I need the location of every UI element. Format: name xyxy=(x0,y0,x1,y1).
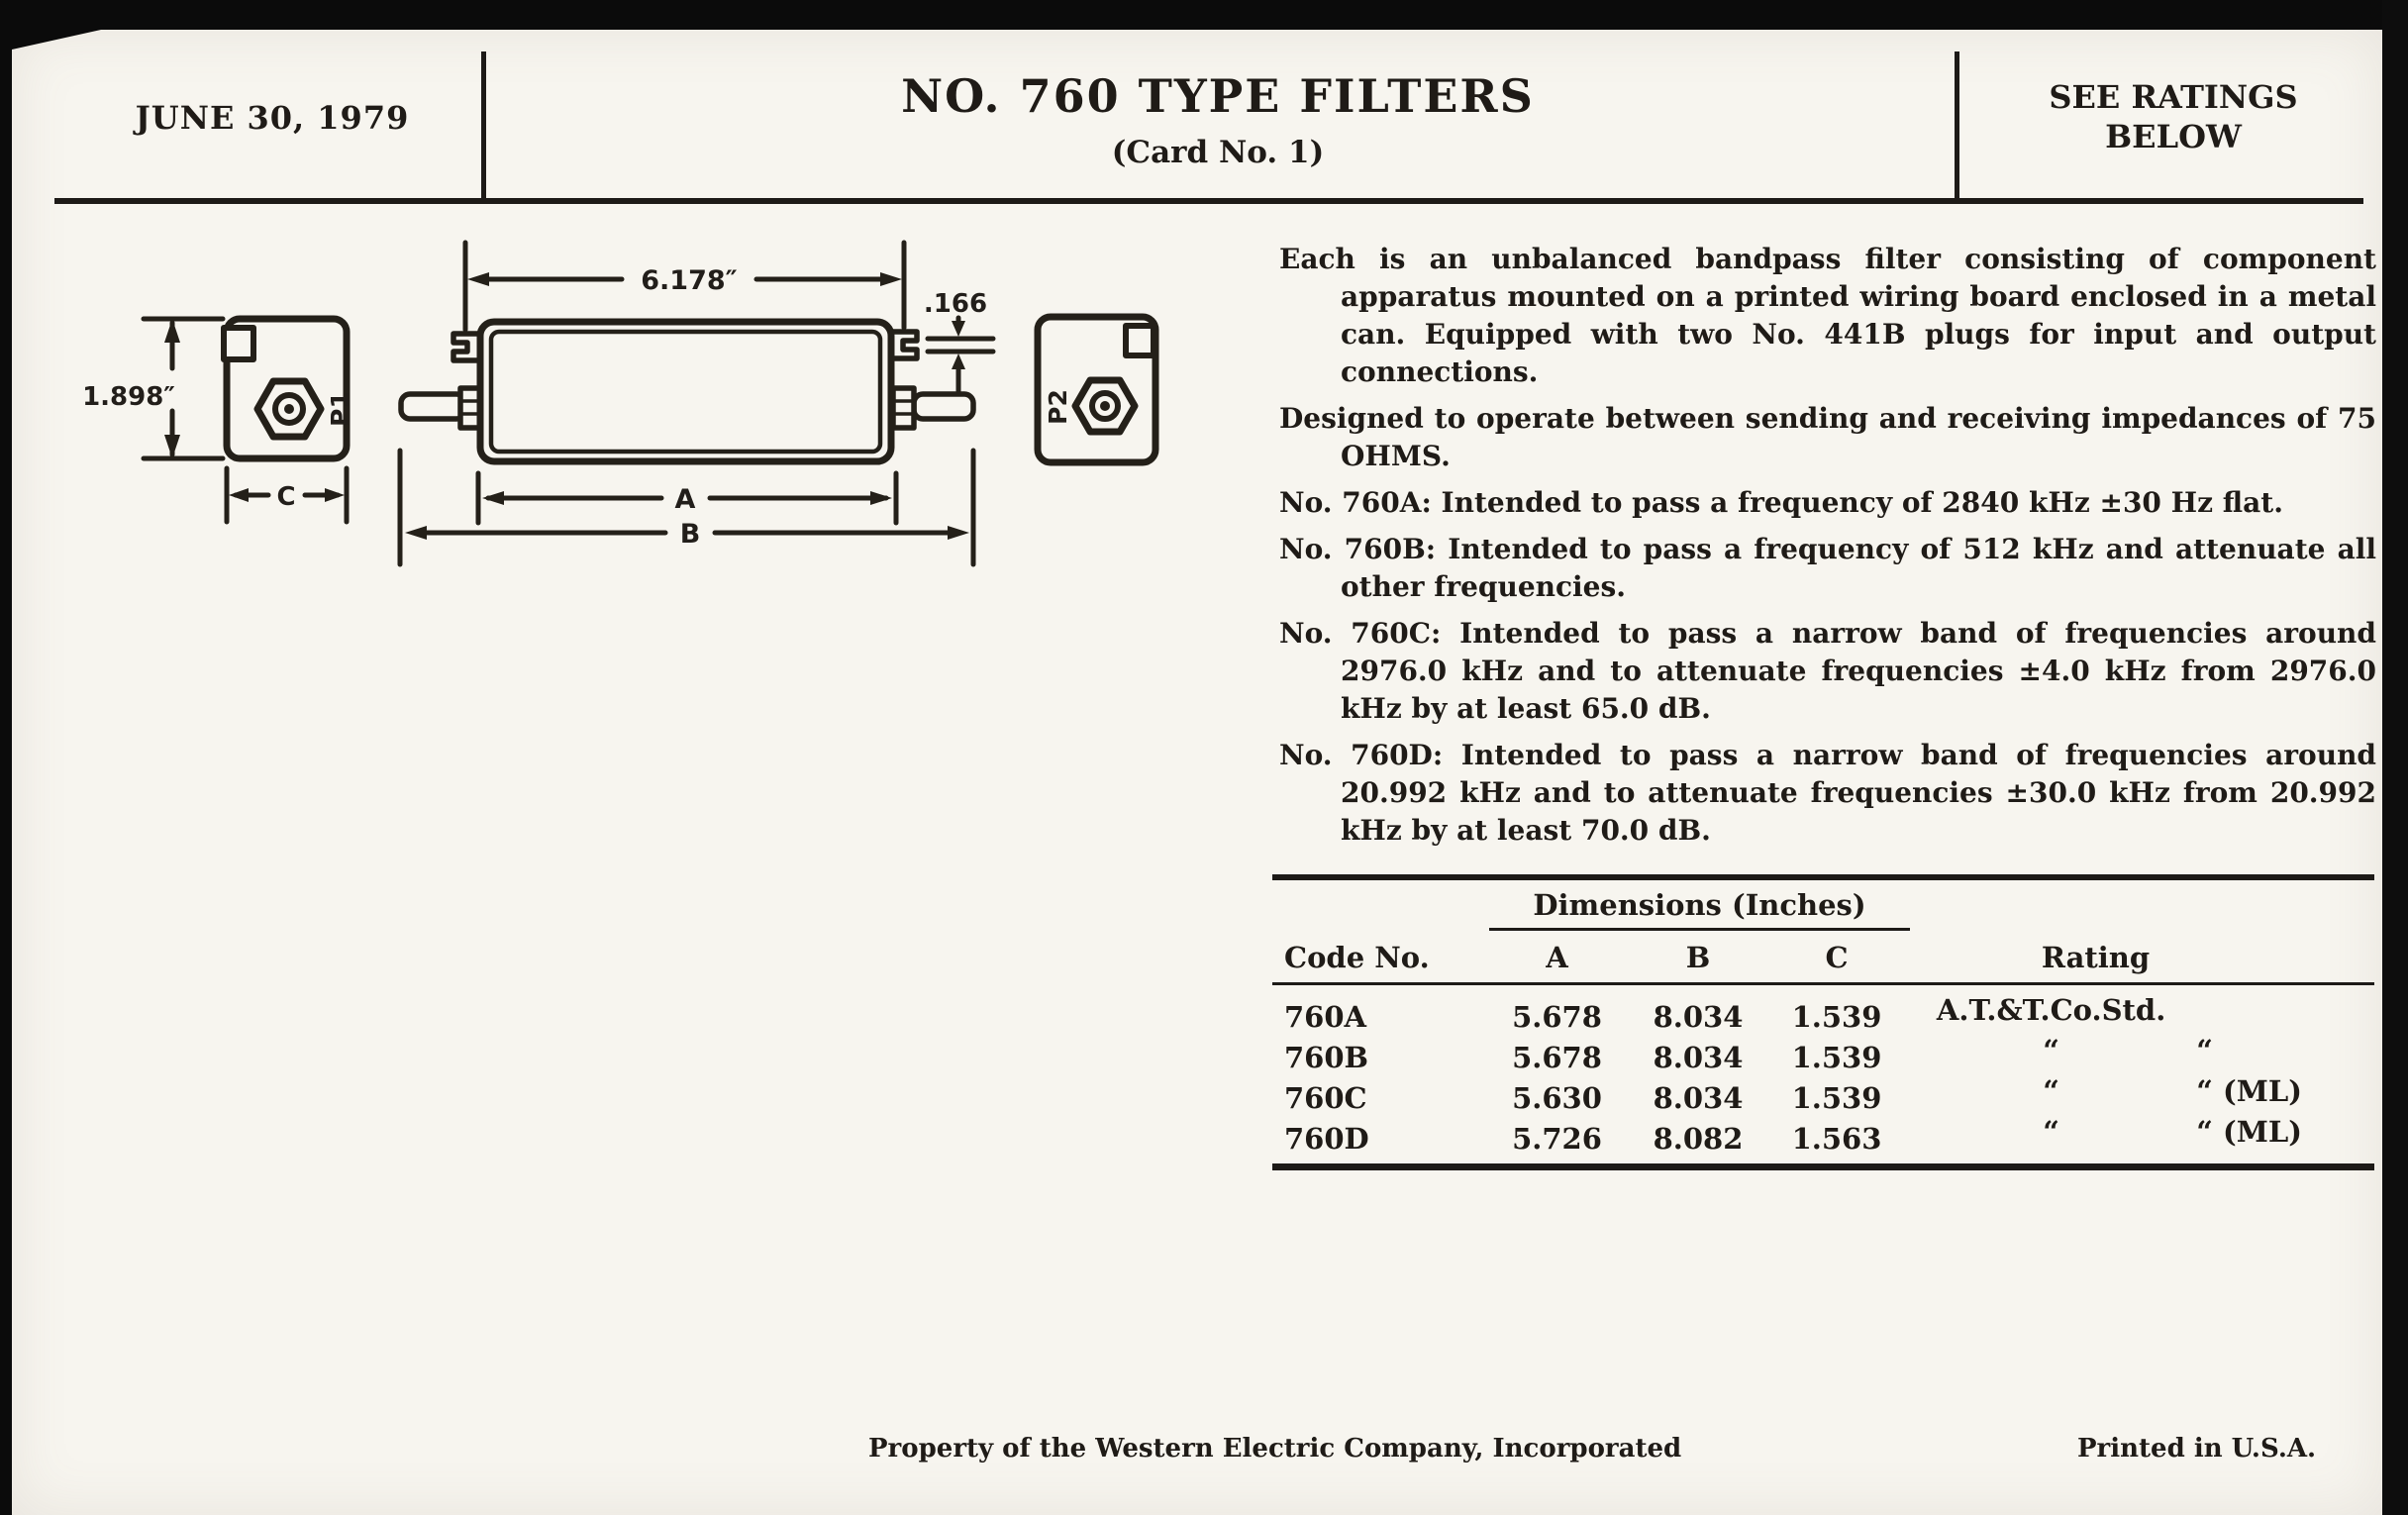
dim-c xyxy=(227,468,347,522)
end-view-p2 xyxy=(1038,317,1155,462)
cell-code: 760C xyxy=(1284,1081,1367,1115)
dim-height xyxy=(82,319,223,458)
ratings-note-line1: SEE RATINGS xyxy=(2049,78,2298,116)
issue-date: JUNE 30, 1979 xyxy=(135,99,410,137)
table-row xyxy=(1272,1034,2374,1074)
cell-dim-a: 5.678 xyxy=(1512,1000,1602,1034)
cell-dim-a: 5.678 xyxy=(1512,1041,1602,1074)
description-paragraph: No. 760D: Intended to pass a narrow band of frequencies around 20.992 kHz and to attenuate frequencies ±30.0 kHz from 20.992 kHz by at least 70.0 dB. xyxy=(1279,739,2376,847)
cell-dim-b: 8.034 xyxy=(1653,1000,1744,1034)
length-dim-label: 6.178″ xyxy=(641,265,738,296)
cell-dim-c: 1.563 xyxy=(1791,1122,1882,1156)
table-rule-top xyxy=(1272,874,2374,880)
cell-code: 760A xyxy=(1284,1000,1367,1034)
can-outline xyxy=(480,322,891,461)
cell-dim-b: 8.082 xyxy=(1653,1122,1744,1156)
page-title: NO. 760 TYPE FILTERS xyxy=(901,69,1535,123)
cell-rating: “ “ (ML) xyxy=(2043,1115,2302,1149)
cell-rating: “ “ xyxy=(2043,1034,2213,1067)
ratings-note xyxy=(1980,77,2366,156)
header-divider-left xyxy=(481,51,486,198)
end-view-p1 xyxy=(224,319,354,458)
dim-b-label: B xyxy=(679,519,701,550)
cell-code: 760B xyxy=(1284,1041,1369,1074)
description-paragraph: No. 760C: Intended to pass a narrow band of frequencies around 2976.0 kHz and to attenuate frequencies ±4.0 kHz from 2976.0 kHz by at least 65.0 dB. xyxy=(1279,617,2376,725)
title-block xyxy=(495,71,1941,170)
plug1-label: P1 xyxy=(326,391,354,427)
dim-length xyxy=(465,243,904,330)
header-rule xyxy=(54,198,2363,204)
dim-flange xyxy=(924,289,993,391)
plug-stub-right xyxy=(914,394,973,419)
mounting-lug xyxy=(224,328,253,359)
cell-dim-b: 8.034 xyxy=(1653,1041,1744,1074)
col-header-code: Code No. xyxy=(1284,941,1430,974)
cell-dim-c: 1.539 xyxy=(1791,1000,1882,1034)
plug-hex-right xyxy=(893,388,914,428)
description-paragraph: Designed to operate between sending and receiving impedances of 75 OHMS. xyxy=(1279,402,2376,472)
description-paragraph: No. 760A: Intended to pass a frequency of 2840 kHz ±30 Hz flat. xyxy=(1279,486,2283,519)
mounting-clip-left xyxy=(453,334,480,360)
dim-a xyxy=(478,473,896,523)
filter-technical-drawing xyxy=(59,223,1198,619)
table-row xyxy=(1272,993,2374,1034)
dimensions-table xyxy=(1272,874,2374,1170)
dim-a-label: A xyxy=(674,484,696,515)
table-header-row xyxy=(1272,931,2374,982)
side-view xyxy=(401,322,973,461)
header-divider-right xyxy=(1955,51,1959,198)
description-column xyxy=(1279,241,2376,858)
plug-stub-left xyxy=(401,394,465,419)
cell-dim-a: 5.630 xyxy=(1512,1081,1602,1115)
table-row xyxy=(1272,1074,2374,1115)
cell-dim-c: 1.539 xyxy=(1791,1041,1882,1074)
cell-rating: A.T.&T.Co.Std. xyxy=(1936,993,2166,1027)
flange-dim-label: .166 xyxy=(923,289,988,319)
height-dim-label: 1.898″ xyxy=(82,382,175,412)
table-rule-bottom xyxy=(1272,1163,2374,1170)
cell-dim-c: 1.539 xyxy=(1791,1081,1882,1115)
cell-dim-a: 5.726 xyxy=(1512,1122,1602,1156)
cell-code: 760D xyxy=(1284,1122,1369,1156)
mounting-clip-right xyxy=(891,332,917,358)
col-header-rating: Rating xyxy=(2041,941,2151,974)
description-paragraph: Each is an unbalanced bandpass filter consisting of component apparatus mounted on a printed wiring board enclosed in a metal can. Equipped with two No. 441B plugs for input and output connections. xyxy=(1279,243,2376,388)
cell-dim-b: 8.034 xyxy=(1653,1081,1744,1115)
mounting-lug xyxy=(1126,326,1154,355)
card-number: (Card No. 1) xyxy=(1111,135,1325,170)
ratings-note-line2: BELOW xyxy=(2105,118,2242,155)
col-header-c: C xyxy=(1825,941,1849,974)
plug2-label: P2 xyxy=(1044,389,1072,425)
table-group-header: Dimensions (Inches) xyxy=(1489,888,1910,931)
scan-edge-right xyxy=(2382,0,2408,1515)
cell-rating: “ “ (ML) xyxy=(2043,1074,2302,1108)
dim-c-label: C xyxy=(276,482,296,512)
printed-in: Printed in U.S.A. xyxy=(2077,1434,2317,1464)
col-header-a: A xyxy=(1546,941,1568,974)
property-notice: Property of the Western Electric Company, Incorporated xyxy=(868,1434,1682,1464)
table-row xyxy=(1272,1115,2374,1156)
col-header-b: B xyxy=(1685,941,1711,974)
description-paragraph: No. 760B: Intended to pass a frequency of 512 kHz and attenuate all other frequencies. xyxy=(1279,533,2376,603)
